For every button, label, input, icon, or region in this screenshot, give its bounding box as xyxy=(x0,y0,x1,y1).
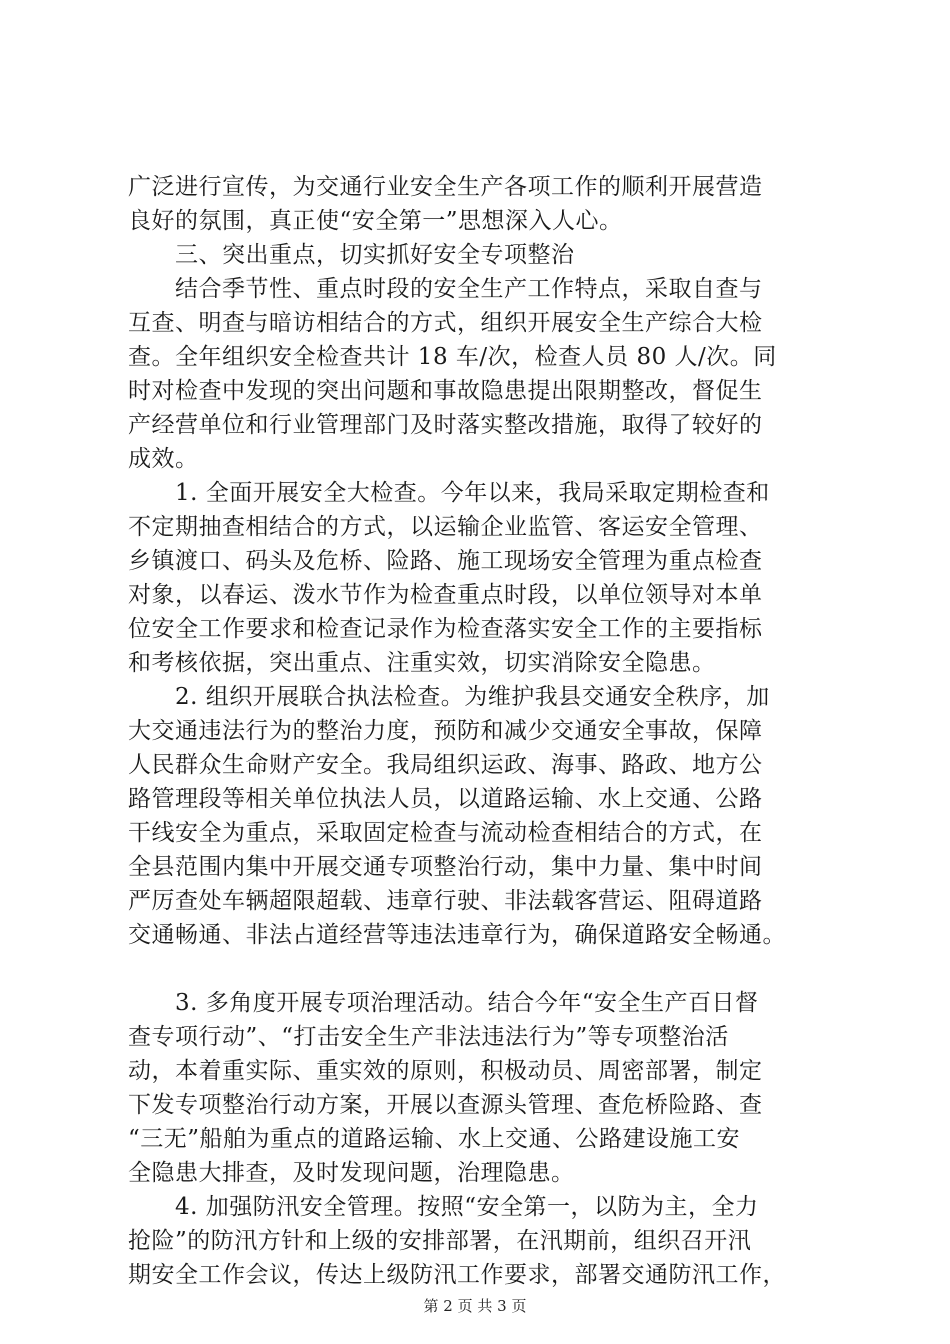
text-line: 全县范围内集中开展交通专项整治行动，集中力量、集中时间 xyxy=(128,854,763,880)
text-line: 不定期抽查相结合的方式，以运输企业监管、客运安全管理、 xyxy=(128,514,763,540)
text-line: 严厉查处车辆超限超载、违章行驶、非法载客营运、阻碍道路 xyxy=(128,888,763,914)
text-line: 和考核依据，突出重点、注重实效，切实消除安全隐患。 xyxy=(128,650,716,676)
text-line: 时对检查中发现的突出问题和事故隐患提出限期整改，督促生 xyxy=(128,378,763,404)
text-line: 产经营单位和行业管理部门及时落实整改措施，取得了较好的 xyxy=(128,412,763,438)
text-line: 1. 全面开展安全大检查。今年以来，我局采取定期检查和 xyxy=(128,480,770,506)
text-line: 下发专项整治行动方案，开展以查源头管理、查危桥险路、查 xyxy=(128,1092,763,1118)
text-line xyxy=(128,952,868,986)
text-line: 干线安全为重点，采取固定检查与流动检查相结合的方式，在 xyxy=(128,820,763,846)
text-line: 良好的氛围，真正使“安全第一”思想深入人心。 xyxy=(128,208,623,234)
text-line: 查。全年组织安全检查共计 18 车/次，检查人员 80 人/次。同 xyxy=(128,344,777,370)
text-line: 三、突出重点，切实抓好安全专项整治 xyxy=(128,242,575,268)
text-line: 路管理段等相关单位执法人员，以道路运输、水上交通、公路 xyxy=(128,786,763,812)
text-line: 人民群众生命财产安全。我局组织运政、海事、路政、地方公 xyxy=(128,752,763,778)
text-line: 3. 多角度开展专项治理活动。结合今年“安全生产百日督 xyxy=(128,990,759,1016)
text-line: 大交通违法行为的整治力度，预防和减少交通安全事故，保障 xyxy=(128,718,763,744)
text-line: 全隐患大排查，及时发现问题，治理隐患。 xyxy=(128,1160,575,1186)
text-line: 动，本着重实际、重实效的原则，积极动员、周密部署，制定 xyxy=(128,1058,763,1084)
page-number-label: 第 2 页 共 3 页 xyxy=(423,1297,527,1315)
text-line: 结合季节性、重点时段的安全生产工作特点，采取自查与 xyxy=(128,276,763,302)
text-line: 抢险”的防汛方针和上级的安排部署，在汛期前，组织召开汛 xyxy=(128,1228,752,1254)
document-body xyxy=(128,170,868,1292)
text-line: 成效。 xyxy=(128,446,199,472)
text-line: 4. 加强防汛安全管理。按照“安全第一，以防为主，全力 xyxy=(128,1194,759,1220)
text-line: 乡镇渡口、码头及危桥、险路、施工现场安全管理为重点检查 xyxy=(128,548,763,574)
text-line: 互查、明查与暗访相结合的方式，组织开展安全生产综合大检 xyxy=(128,310,763,336)
text-line: 位安全工作要求和检查记录作为检查落实安全工作的主要指标 xyxy=(128,616,763,642)
text-line: “三无”船舶为重点的道路运输、水上交通、公路建设施工安 xyxy=(128,1126,741,1152)
text-line: 广泛进行宣传，为交通行业安全生产各项工作的顺利开展营造 xyxy=(128,174,763,200)
text-line: 2. 组织开展联合执法检查。为维护我县交通安全秩序，加 xyxy=(128,684,770,710)
text-line: 查专项行动”、“打击安全生产非法违法行为”等专项整治活 xyxy=(128,1024,729,1050)
text-line: 对象，以春运、泼水节作为检查重点时段，以单位领导对本单 xyxy=(128,582,763,608)
page-footer xyxy=(0,1296,950,1316)
text-line: 期安全工作会议，传达上级防汛工作要求，部署交通防汛工作， xyxy=(128,1262,786,1288)
text-line: 交通畅通、非法占道经营等违法违章行为，确保道路安全畅通。 xyxy=(128,922,786,948)
